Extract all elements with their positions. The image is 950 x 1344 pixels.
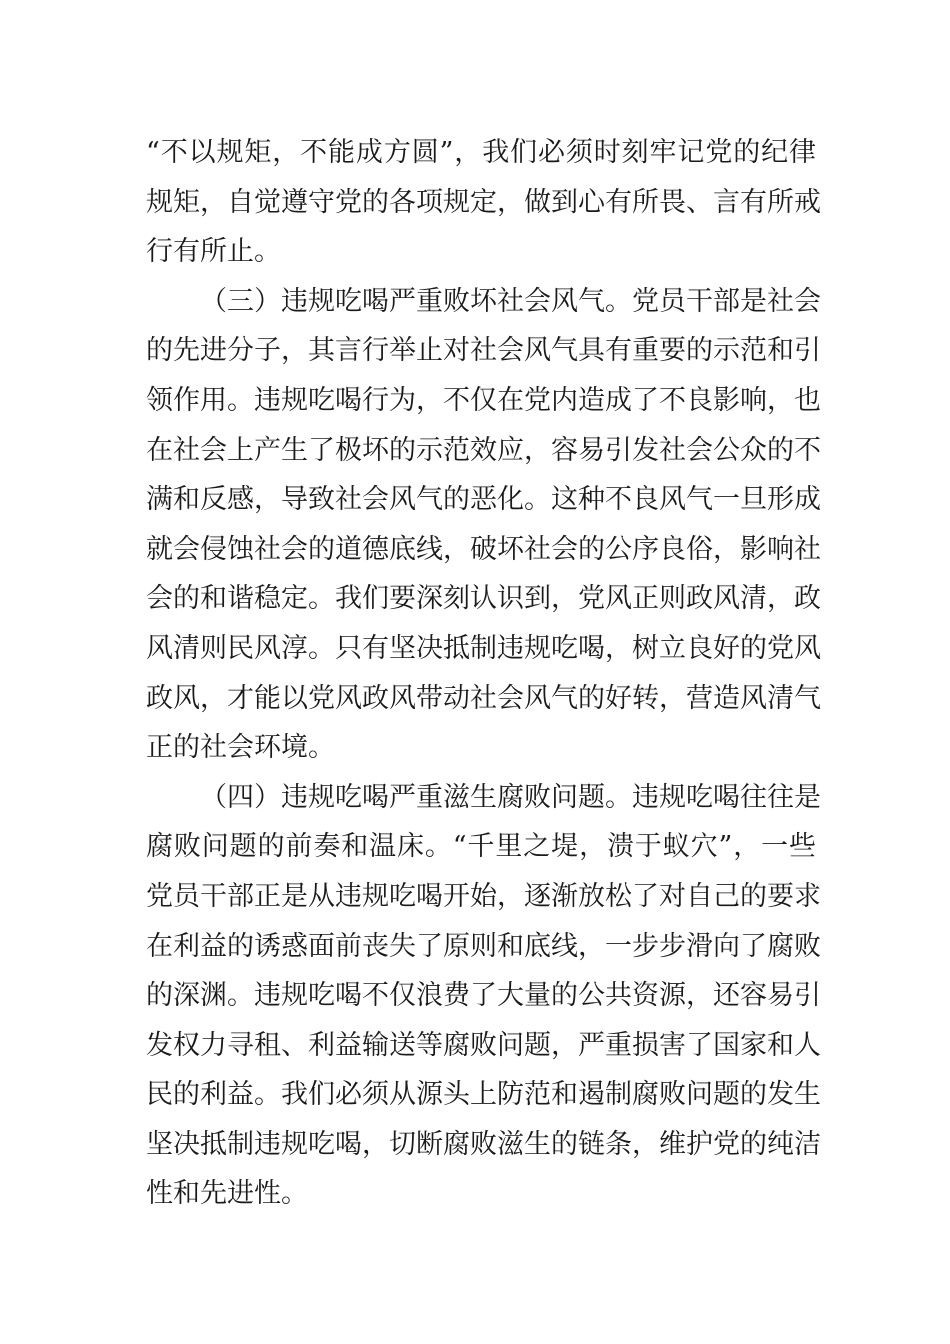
text-line: 腐败问题的前奏和温床。“千里之堤，溃于蚁穴”，一些 <box>146 831 816 863</box>
text-line: “不以规矩，不能成方圆”，我们必须时刻牢记党的纪律 <box>146 137 816 168</box>
text-line: 的先进分子，其言行举止对社会风气具有重要的示范和引 <box>146 335 821 367</box>
text-line: 领作用。违规吃喝行为，不仅在党内造成了不良影响，也 <box>146 384 821 416</box>
text-line: 民的利益。我们必须从源头上防范和遏制腐败问题的发生 <box>146 1079 821 1111</box>
text-line: 在社会上产生了极坏的示范效应，容易引发社会公众的不 <box>146 434 821 466</box>
text-line: 行有所止。 <box>146 236 281 268</box>
document-body <box>146 128 821 1219</box>
text-line: 规矩，自觉遵守党的各项规定，做到心有所畏、言有所戒 <box>146 186 821 218</box>
text-line: 发权力寻租、利益输送等腐败问题，严重损害了国家和人 <box>146 1029 821 1061</box>
paragraph-heading-line: （四）违规吃喝严重滋生腐败问题。违规吃喝往往是 <box>200 781 821 813</box>
text-line: 就会侵蚀社会的道德底线，破坏社会的公序良俗，影响社 <box>146 533 821 565</box>
text-line: 在利益的诱惑面前丧失了原则和底线，一步步滑向了腐败 <box>146 930 821 962</box>
text-line: 的深渊。违规吃喝不仅浪费了大量的公共资源，还容易引 <box>146 980 821 1012</box>
text-line: 会的和谐稳定。我们要深刻认识到，党风正则政风清，政 <box>146 583 821 615</box>
text-line: 风清则民风淳。只有坚决抵制违规吃喝，树立良好的党风 <box>146 632 821 664</box>
paragraph-heading-line: （三）违规吃喝严重败坏社会风气。党员干部是社会 <box>200 285 821 317</box>
text-line: 性和先进性。 <box>146 1178 308 1210</box>
text-line: 政风，才能以党风政风带动社会风气的好转，营造风清气 <box>146 682 821 714</box>
text-line: 满和反感，导致社会风气的恶化。这种不良风气一旦形成 <box>146 484 821 516</box>
text-line: 正的社会环境。 <box>146 732 335 764</box>
text-line: 坚决抵制违规吃喝，切断腐败滋生的链条，维护党的纯洁 <box>146 1128 821 1160</box>
text-line: 党员干部正是从违规吃喝开始，逐渐放松了对自己的要求 <box>146 880 821 912</box>
